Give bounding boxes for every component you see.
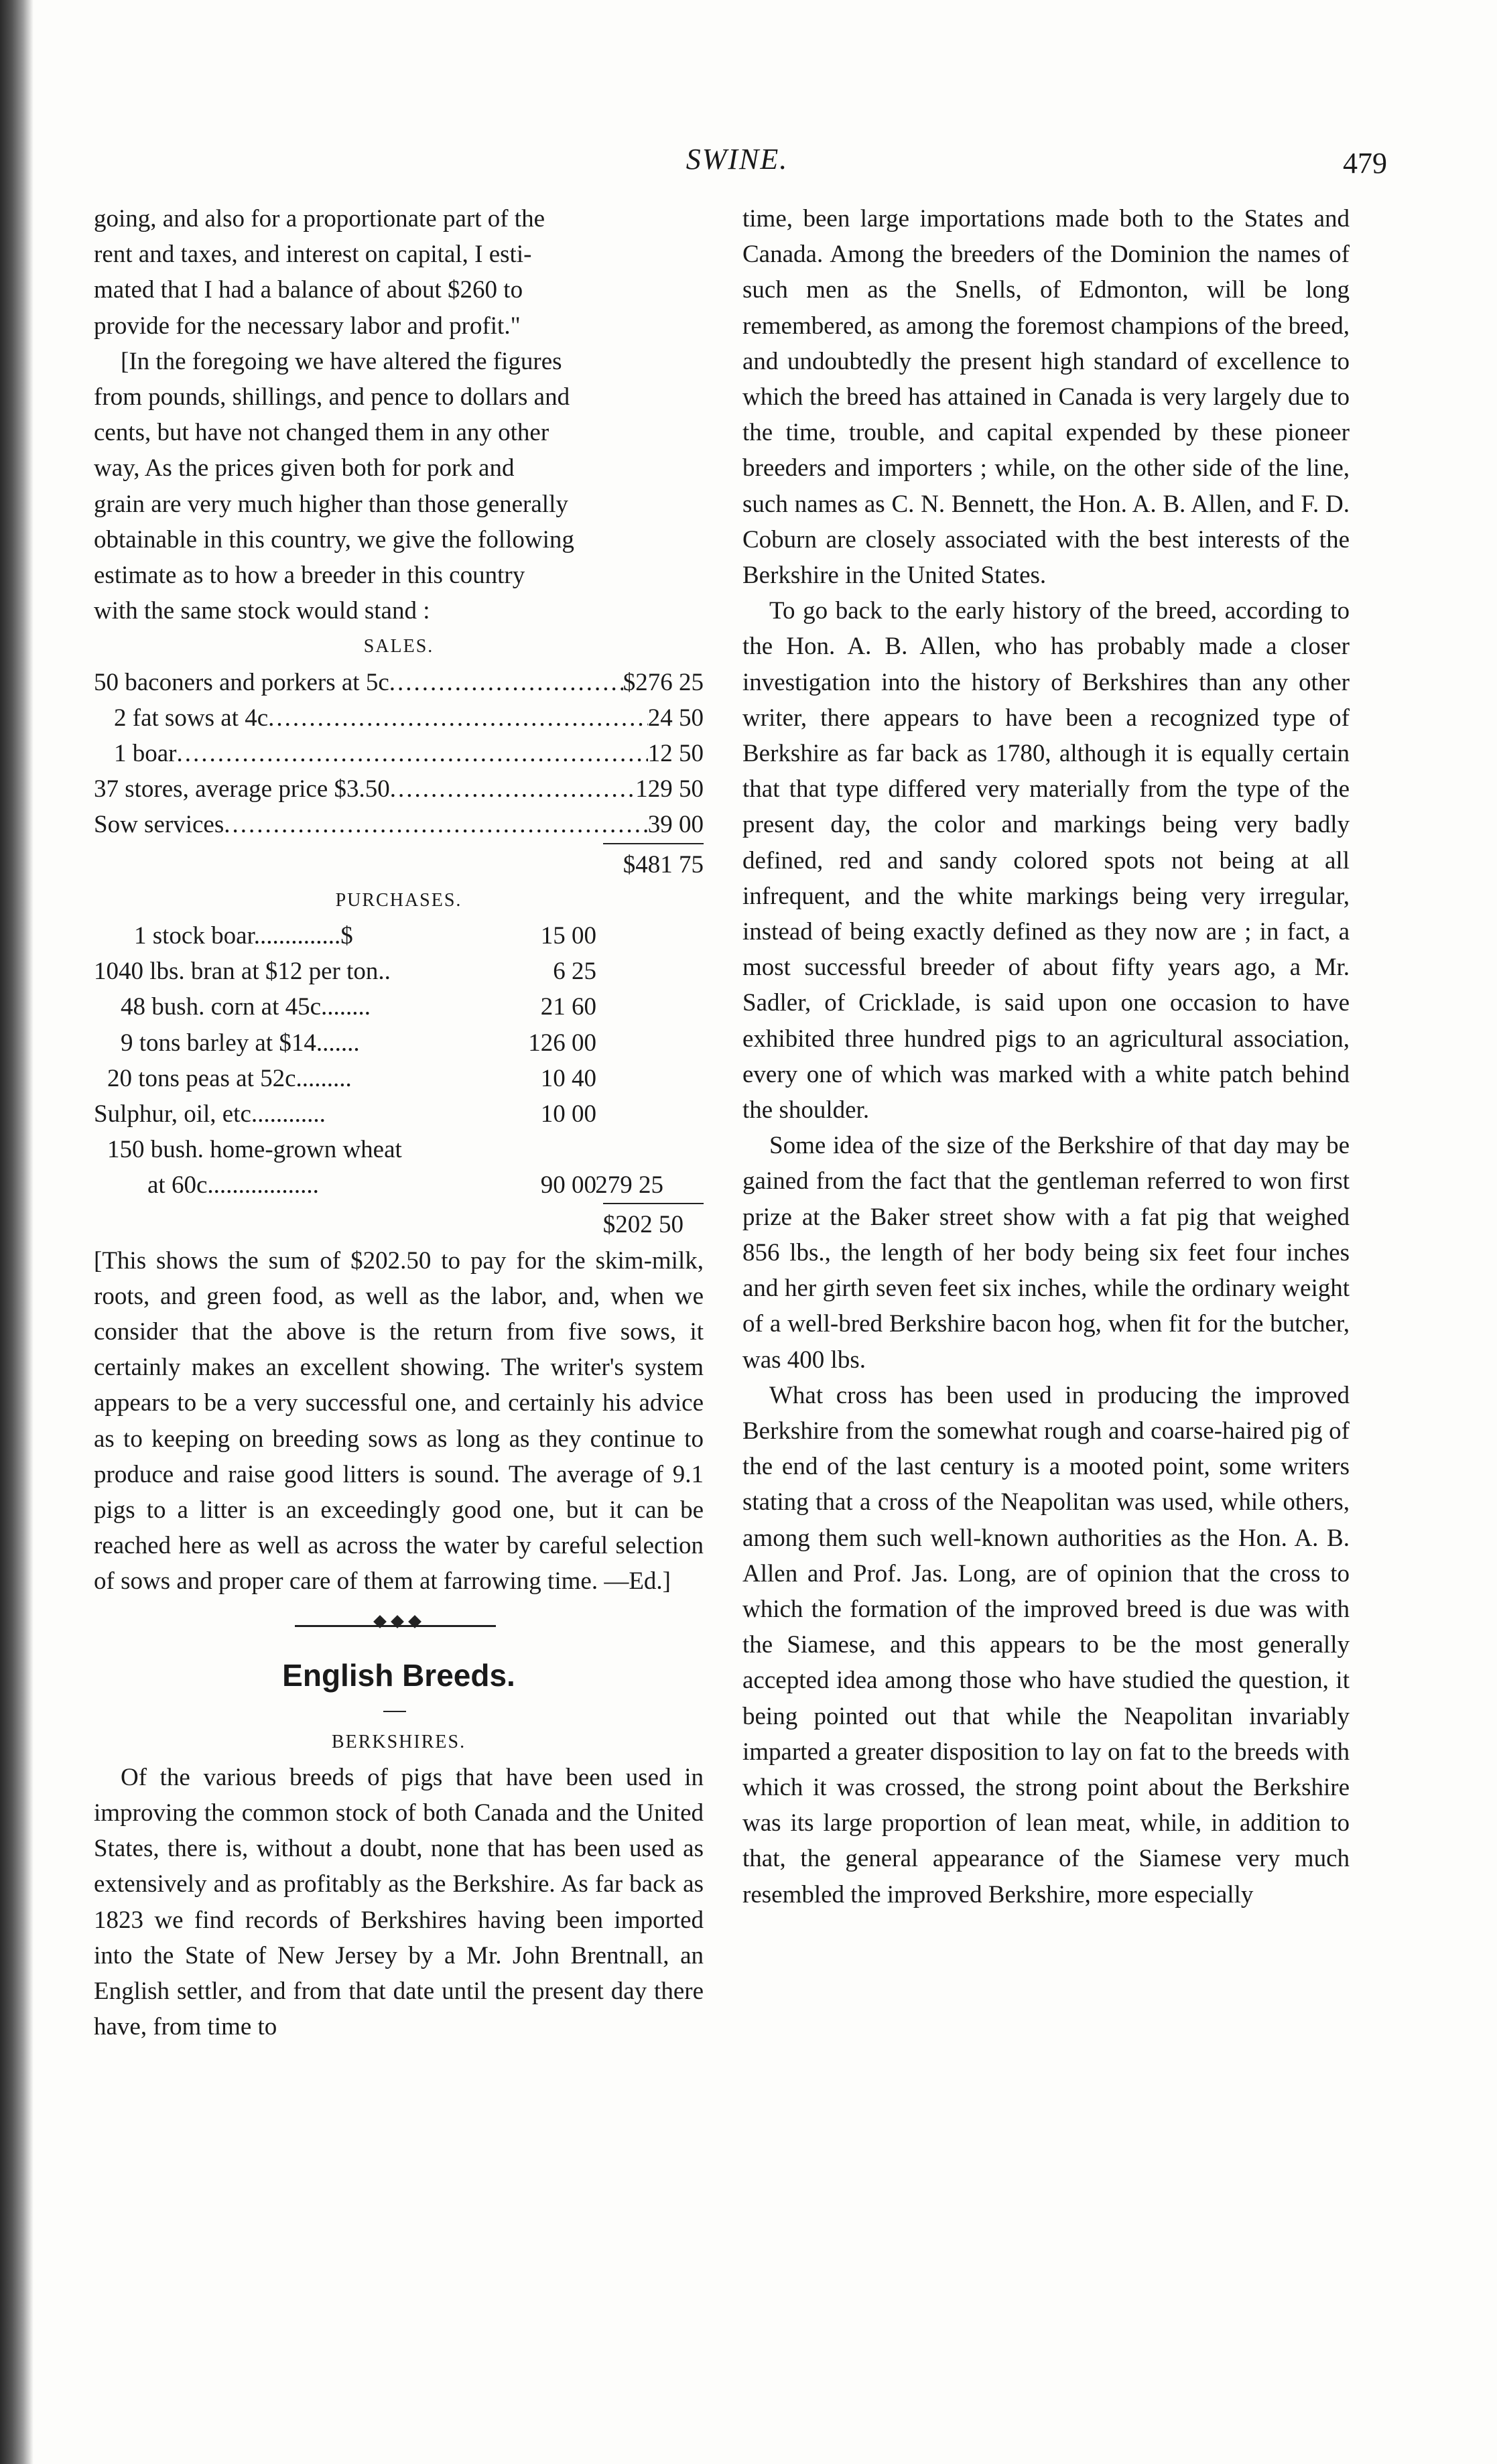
berkshire-intro: Of the various breeds of pigs that have been used in improving the common stock of both Canada and the United States, there is, without a doubt, none that has been used as extensively and as profitably as the Berkshire. As far back as 1823 we find records of Berkshires having been imported into the State of New Jersey by a Mr. John Brentnall, an English settler, and from that date until the present day there have, from time to — [94, 1763, 704, 2041]
intro-line: way, As the prices given both for pork and — [94, 454, 515, 482]
purchase-row — [94, 1061, 704, 1096]
intro-line: grain are very much higher than those generally — [94, 490, 568, 518]
running-head: SWINE. — [686, 143, 789, 176]
purchase-row — [94, 1167, 704, 1203]
purchase-row — [94, 1096, 704, 1132]
right-column — [742, 201, 1350, 1912]
purchase-label: 1040 lbs. bran at $12 per ton.. — [94, 958, 391, 986]
sales-amount: 24 50 — [647, 704, 704, 732]
sales-row — [94, 771, 704, 807]
page-number: 479 — [1343, 147, 1387, 180]
intro-line: mated that I had a balance of about $260 to — [94, 276, 523, 304]
left-column — [94, 201, 704, 2045]
intro-line: obtainable in this country, we give the following — [94, 525, 574, 554]
intro-line: from pounds, shillings, and pence to dollars and — [94, 383, 570, 411]
sales-row — [94, 665, 704, 700]
sales-total: $481 75 — [623, 850, 704, 879]
purchase-row — [94, 1025, 704, 1061]
scanned-page-edge — [0, 0, 34, 2464]
sales-total-rule — [94, 843, 704, 847]
sales-label: Sow services — [94, 811, 224, 839]
intro-line: cents, but have not changed them in any other — [94, 419, 549, 447]
purchase-amount: 10 00 — [540, 1100, 596, 1128]
section-title: English Breeds. — [282, 1657, 515, 1693]
intro-line: with the same stock would stand : — [94, 597, 430, 625]
purchase-amount: 21 60 — [540, 993, 596, 1021]
editor-note: [This shows the sum of $202.50 to pay for the skim-milk, roots, and green food, as well as the labor, and, when we consider that the above is the return from five sows, it certainly makes an excellent showing. The writer's system appears to be a very successful one, and certainly his advice as to keeping on breeding sows as long as they continue to produce and raise good litters is sound. The average of 9.1 pigs to a litter is an exceedingly good one, but it can be reached here as well as across the water by careful selection of sows and proper care of them at farrowing time. —Ed.] — [94, 1246, 704, 1596]
intro-line: provide for the necessary labor and profit." — [94, 312, 521, 340]
purchases-heading: PURCHASES. — [335, 889, 462, 911]
purchase-label: 150 bush. home-grown wheat — [107, 1136, 402, 1164]
paragraph: What cross has been used in producing the improved Berkshire from the somewhat rough and coarse-haired pig of the end of the last century is a mooted point, some writers stating that a cross of the Neapolitan was used, while others, among them such well-known authorities as the Hon. A. B. Allen and Prof. Jas. Long, are of opinion that the cross to which the formation of the improved breed is due was with the Siamese, and this appears to be the most generally accepted idea among those who have studied the question, it being pointed out that while the Neapolitan invariably imparted a greater disposition to lay on fat to the breeds with which it was crossed, the strong point about the Berkshire was its large proportion of lean meat, while, in addition to that, the general appearance of the Siamese very much resembled the improved Berkshire, more especially — [742, 1381, 1350, 1908]
purchase-label: 20 tons peas at 52c......... — [107, 1064, 352, 1092]
net-total-rule — [94, 1203, 704, 1207]
purchase-amount: 15 00 — [540, 921, 596, 950]
sales-row — [94, 736, 704, 771]
sales-amount: 39 00 — [647, 811, 704, 839]
purchase-row — [94, 918, 704, 954]
sales-label: 37 stores, average price $3.50 — [94, 775, 390, 803]
purchases-total: 279 25 — [595, 1171, 663, 1199]
sales-label: 50 baconers and porkers at 5c — [94, 668, 389, 696]
paragraph: Some idea of the size of the Berkshire of that day may be gained from the fact that the gentleman referred to won first prize at the Baker street show with a fat pig that weighed 856 lbs., the length of her body being six feet four inches and her girth seven feet six inches, while the ordinary weight of a well-bred Berkshire bacon hog, when fit for the butcher, was 400 lbs. — [742, 1132, 1350, 1374]
intro-line: rent and taxes, and interest on capital, I esti- — [94, 241, 532, 269]
sales-row — [94, 807, 704, 842]
purchase-amount: 6 25 — [553, 958, 596, 986]
sales-amount: 12 50 — [647, 740, 704, 767]
title-dash — [94, 1697, 704, 1724]
sales-amount: 129 50 — [635, 775, 704, 803]
purchase-label: at 60c.................. — [147, 1171, 319, 1199]
section-ornament — [94, 1600, 704, 1653]
purchase-label: 48 bush. corn at 45c........ — [121, 993, 371, 1021]
purchases-table — [94, 918, 704, 1243]
purchase-row — [94, 989, 704, 1025]
sales-label: 2 fat sows at 4c — [114, 704, 269, 732]
purchase-amount: 126 00 — [528, 1029, 596, 1057]
intro-line: estimate as to how a breeder in this country — [94, 562, 525, 590]
net-total: $202 50 — [602, 1211, 684, 1239]
paragraph: time, been large importations made both to the States and Canada. Among the breeders of the Dominion the names of such men as the Snells, of Edmonton, will be long remembered, as among the foremost champions of the breed, and undoubtedly the present high standard of excellence to which the breed has attained in Canada is very largely due to the time, trouble, and capital expended by these pioneer breeders and importers ; while, on the other side of the line, such names as C. N. Bennett, the Hon. A. B. Allen, and F. D. Coburn are closely associated with the best interests of the Berkshire in the United States. — [742, 205, 1350, 590]
purchase-amount: 90 00 — [540, 1171, 596, 1199]
paragraph: To go back to the early history of the breed, according to the Hon. A. B. Allen, who has probably made a closer investigation into the history of Berkshires than any other writer, there appears to have been a recognized type of Berkshire as far back as 1780, although it is equally certain that that type differed very materially from the type of the present day, the color and markings being very badly defined, red and sandy colored spots not being at all infrequent, and the white markings being very irregular, instead of being exactly defined as they now are ; in fact, a most successful breeder of about fifty years ago, a Mr. Sadler, of Cricklade, is said upon one occasion to have exhibited three hundred pigs to an agricultural association, every one of which was marked with a white patch behind the shoulder. — [742, 597, 1350, 1124]
purchase-label: 1 stock boar..............$ — [134, 921, 353, 950]
intro-line: [In the foregoing we have altered the figures — [121, 347, 562, 375]
purchase-row — [94, 1132, 704, 1167]
purchase-row — [94, 954, 704, 989]
intro-line: going, and also for a proportionate part of the — [94, 205, 545, 233]
purchase-amount: 10 40 — [540, 1064, 596, 1092]
sales-table — [94, 665, 704, 883]
subsection-title: BERKSHIRES. — [331, 1731, 466, 1752]
sales-label: 1 boar — [114, 740, 177, 767]
purchase-label: Sulphur, oil, etc............ — [94, 1100, 326, 1128]
purchase-label: 9 tons barley at $14....... — [121, 1029, 360, 1057]
sales-row — [94, 700, 704, 736]
sales-heading: SALES. — [363, 636, 434, 657]
sales-amount: $276 25 — [623, 668, 704, 696]
